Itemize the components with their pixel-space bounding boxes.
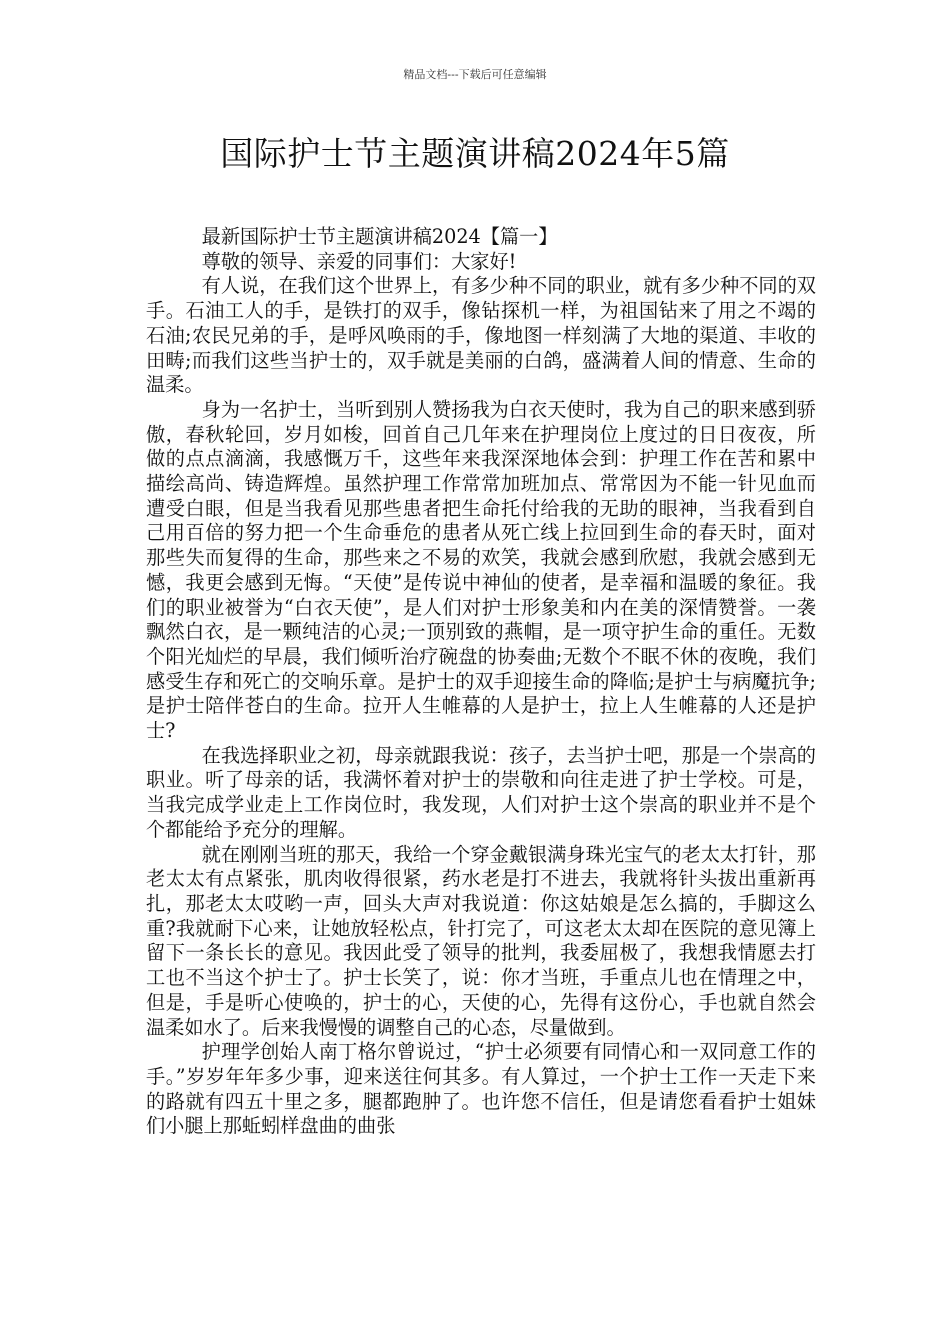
paragraph: 护理学创始人南丁格尔曾说过，“护士必须要有同情心和一双同意工作的手。”岁岁年年多少事，迎来送往何其多。有人算过，一个护士工作一天走下来的路就有四五十里之多，腿都跑肿了。也许您不信任，但是请您看看护士姐妹们小腿上那蚯蚓样盘曲的曲张: [146, 1040, 816, 1138]
document-body: [146, 225, 816, 1139]
section-heading: 最新国际护士节主题演讲稿2024【篇一】: [201, 225, 558, 248]
paragraph: 就在刚刚当班的那天，我给一个穿金戴银满身珠光宝气的老太太打针，那老太太有点紧张，肌肉收得很紧，药水老是打不进去，我就将针头拔出重新再扎，那老太太哎哟一声，回头大声对我说道：你这姑娘是怎么搞的，手脚这么重?我就耐下心来，让她放轻松点，针打完了，可这老太太却在医院的意见簿上留下一条长长的意见。我因此受了领导的批判，我委屈极了，我想我情愿去打工也不当这个护士了。护士长笑了，说：你才当班，手重点儿也在情理之中，但是，手是听心使唤的，护士的心，天使的心，先得有这份心，手也就自然会温柔如水了。后来我慢慢的调整自己的心态，尽量做到。: [146, 842, 816, 1039]
paragraph: 在我选择职业之初，母亲就跟我说：孩子，去当护士吧，那是一个崇高的职业。听了母亲的话，我满怀着对护士的崇敬和向往走进了护士学校。可是，当我完成学业走上工作岗位时，我发现，人们对护士这个崇高的职业并不是个个都能给予充分的理解。: [146, 743, 816, 841]
paragraph: 身为一名护士，当听到别人赞扬我为白衣天使时，我为自己的职来感到骄傲，春秋轮回，岁月如梭，回首自己几年来在护理岗位上度过的日日夜夜，所做的点点滴滴，我感慨万千，这些年来我深深地体会到：护理工作在苦和累中描绘高尚、铸造辉煌。虽然护理工作常常加班加点、常常因为不能一针见血而遭受白眼，但是当我看见那些患者把生命托付给我的无助的眼神，当我看到自己用百倍的努力把一个生命垂危的患者从死亡线上拉回到生命的春天时，面对那些失而复得的生命，那些来之不易的欢笑，我就会感到欣慰，我就会感到无憾，我更会感到无悔。“天使”是传说中神仙的使者，是幸福和温暖的象征。我们的职业被誉为“白衣天使”，是人们对护士形象美和内在美的深情赞誉。一袭飘然白衣，是一颗纯洁的心灵;一顶别致的燕帽，是一项守护生命的重任。无数个阳光灿烂的早晨，我们倾听治疗碗盘的协奏曲;无数个不眠不休的夜晚，我们感受生存和死亡的交响乐章。是护士的双手迎接生命的降临;是护士与病魔抗争;是护士陪伴苍白的生命。拉开人生帷幕的人是护士，拉上人生帷幕的人还是护士?: [146, 397, 816, 743]
paragraph: 有人说，在我们这个世界上，有多少种不同的职业，就有多少种不同的双手。石油工人的手，是铁打的双手，像钻探机一样，为祖国钻来了用之不竭的石油;农民兄弟的手，是呼风唤雨的手，像地图一样刻满了大地的渠道、丰收的田畴;而我们这些当护士的，双手就是美丽的白鸽，盛满着人间的情意、生命的温柔。: [146, 274, 816, 397]
document-title: 国际护士节主题演讲稿2024年5篇: [220, 134, 730, 173]
header-note: 精品文档---下载后可任意编辑: [403, 68, 547, 81]
salutation: 尊敬的领导、亲爱的同事们：大家好!: [201, 249, 517, 273]
